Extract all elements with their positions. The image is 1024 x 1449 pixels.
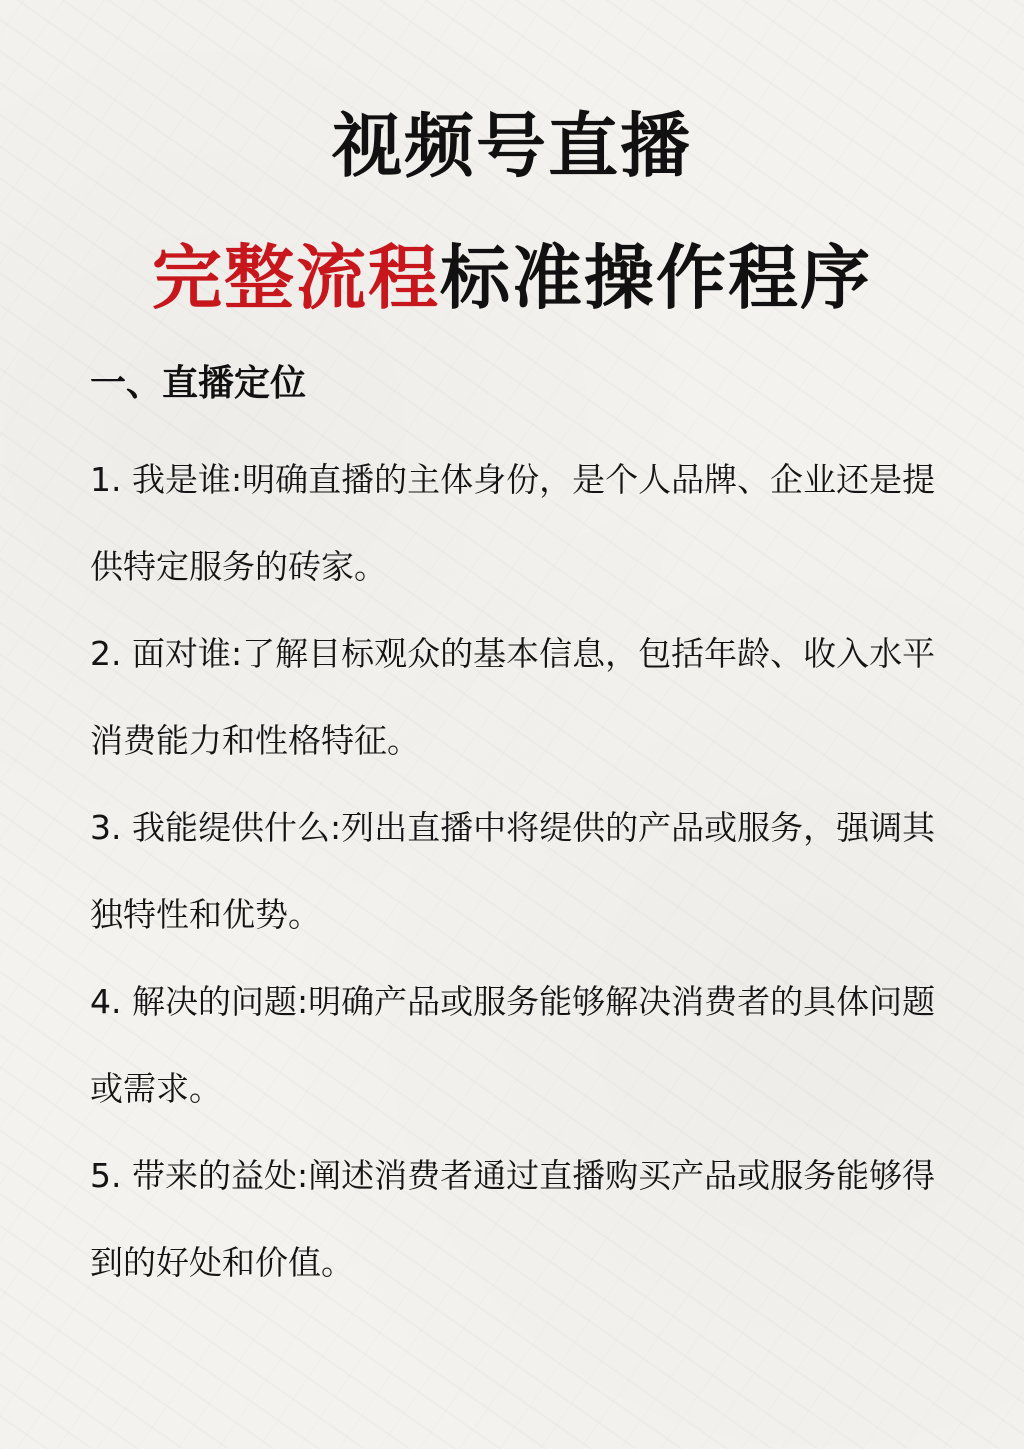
section-heading: 一、直播定位 xyxy=(90,363,307,404)
item-list xyxy=(90,436,950,1306)
title-highlight: 完整流程 xyxy=(152,236,440,319)
title-rest: 标准操作程序 xyxy=(440,236,872,319)
list-item-1: 1. 我是谁:明确直播的主体身份，是个人品牌、企业还是提供特定服务的砖家。 xyxy=(90,460,936,586)
list-item-3: 3. 我能缇供什么:列出直播中将缇供的产品或服务，强调其独特性和优势。 xyxy=(90,808,936,934)
page-title-line-2 xyxy=(0,236,1024,320)
list-item-4: 4. 解决的问题:明确产品或服务能够解决消费者的具体问题或需求。 xyxy=(90,982,936,1108)
list-item-5: 5. 带来的益处:阐述消费者通过直播购买产品或服务能够得到的好处和价值。 xyxy=(90,1156,936,1282)
list-item-2: 2. 面对谁:了解目标观众的基本信息，包括年龄、收入水平消费能力和性格特征。 xyxy=(90,634,936,760)
page-title-line-1: 视频号直播 xyxy=(332,104,692,187)
